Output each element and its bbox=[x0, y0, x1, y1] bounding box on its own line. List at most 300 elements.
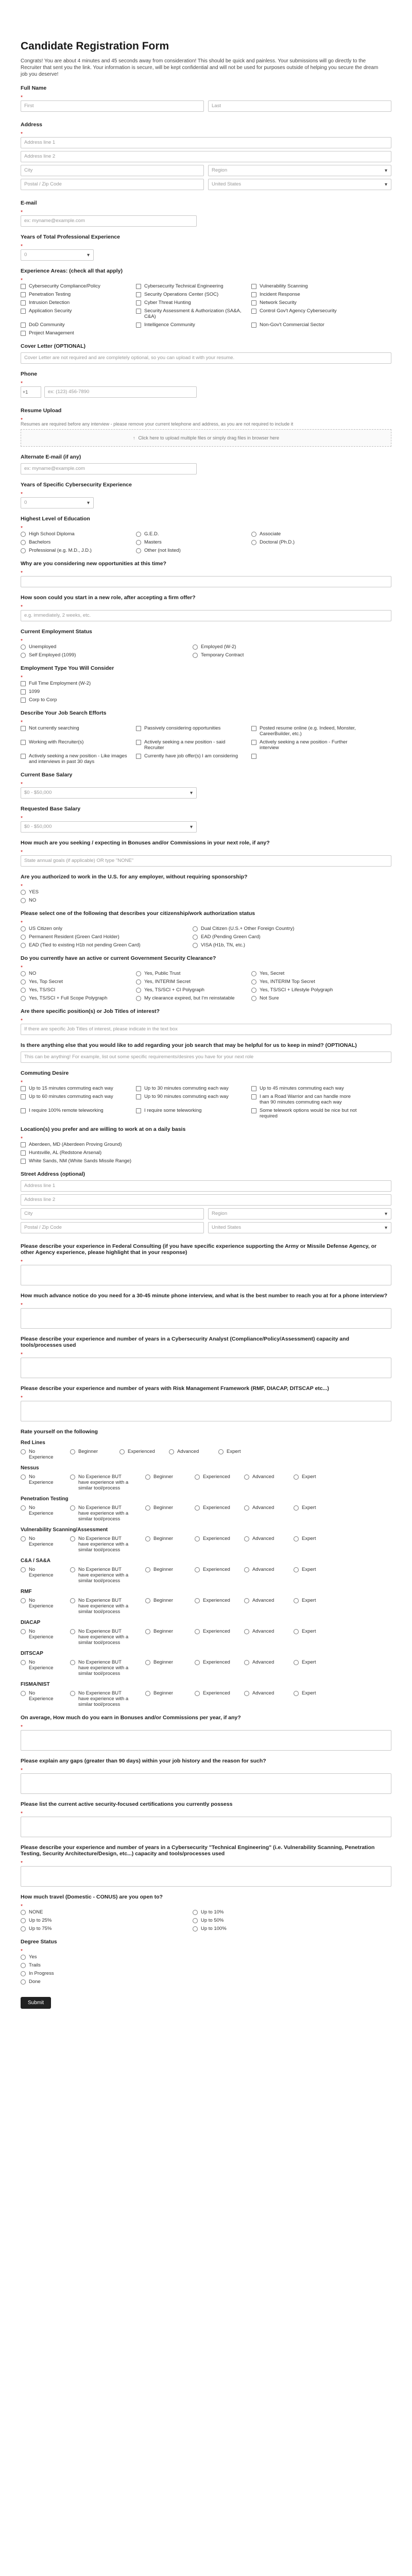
radio-button[interactable] bbox=[195, 1505, 200, 1511]
rating-option[interactable] bbox=[244, 1629, 280, 1646]
radio-button[interactable] bbox=[119, 1449, 125, 1454]
exp-area-option[interactable] bbox=[251, 283, 359, 289]
education-option[interactable] bbox=[21, 539, 129, 545]
search-effort-option[interactable] bbox=[251, 739, 359, 751]
exp-area-option[interactable] bbox=[21, 322, 129, 328]
rating-option[interactable] bbox=[294, 1567, 330, 1584]
exp-area-option[interactable] bbox=[21, 300, 129, 306]
other-notes-input[interactable]: This can be anything! For example, list out some specific requirements/desires you have for your next role bbox=[21, 1052, 391, 1063]
rating-option[interactable] bbox=[21, 1536, 57, 1553]
tech-exp-textarea[interactable] bbox=[21, 1866, 391, 1887]
zip-input[interactable]: Postal / Zip Code bbox=[21, 1222, 204, 1233]
radio-button[interactable] bbox=[21, 1629, 26, 1634]
checkbox[interactable] bbox=[21, 292, 26, 297]
exp-area-option[interactable] bbox=[251, 322, 359, 328]
rating-option[interactable] bbox=[145, 1598, 181, 1615]
commute-option[interactable] bbox=[136, 1108, 244, 1119]
radio-button[interactable] bbox=[70, 1449, 75, 1454]
rating-option[interactable] bbox=[294, 1690, 330, 1707]
start-soon-input[interactable]: e.g. immediately, 2 weeks, etc. bbox=[21, 610, 391, 621]
country-select[interactable]: United States ▾ bbox=[208, 179, 391, 190]
exp-area-option[interactable] bbox=[136, 300, 244, 306]
rating-option[interactable] bbox=[195, 1629, 231, 1646]
checkbox[interactable] bbox=[21, 323, 26, 328]
radio-button[interactable] bbox=[136, 532, 141, 537]
rating-option[interactable] bbox=[145, 1659, 181, 1676]
travel-option[interactable] bbox=[21, 1918, 185, 1923]
checkbox[interactable] bbox=[21, 300, 26, 306]
clearance-option[interactable] bbox=[21, 995, 129, 1001]
exp-area-option[interactable] bbox=[136, 292, 244, 297]
education-option[interactable] bbox=[136, 548, 244, 553]
rating-option[interactable] bbox=[21, 1629, 57, 1646]
avg-bonus-textarea[interactable] bbox=[21, 1730, 391, 1751]
radio-button[interactable] bbox=[21, 1449, 26, 1454]
checkbox[interactable] bbox=[136, 323, 141, 328]
rating-option[interactable] bbox=[195, 1659, 231, 1676]
city-input[interactable]: City bbox=[21, 1208, 204, 1219]
checkbox[interactable] bbox=[21, 1159, 26, 1164]
rating-option[interactable] bbox=[21, 1659, 57, 1676]
checkbox[interactable] bbox=[21, 740, 26, 745]
travel-option[interactable] bbox=[21, 1926, 185, 1931]
location-option[interactable] bbox=[21, 1150, 227, 1156]
radio-button[interactable] bbox=[193, 926, 198, 931]
degree-option[interactable] bbox=[21, 1971, 227, 1976]
country-select[interactable]: United States ▾ bbox=[208, 1222, 391, 1233]
radio-button[interactable] bbox=[195, 1598, 200, 1603]
checkbox[interactable] bbox=[136, 754, 141, 759]
rating-option[interactable] bbox=[21, 1449, 57, 1460]
checkbox[interactable] bbox=[136, 309, 141, 314]
base-salary-select[interactable]: $0 - $50,000 ▾ bbox=[21, 787, 197, 799]
radio-button[interactable] bbox=[251, 532, 256, 537]
checkbox[interactable] bbox=[21, 331, 26, 336]
rating-option[interactable] bbox=[145, 1474, 181, 1491]
rating-option[interactable] bbox=[70, 1474, 132, 1491]
exp-area-option[interactable] bbox=[136, 308, 244, 319]
employment-type-option[interactable] bbox=[21, 697, 227, 703]
commute-option[interactable] bbox=[21, 1094, 129, 1105]
radio-button[interactable] bbox=[70, 1660, 75, 1665]
radio-button[interactable] bbox=[193, 943, 198, 948]
radio-button[interactable] bbox=[21, 890, 26, 895]
radio-button[interactable] bbox=[294, 1629, 299, 1634]
checkbox[interactable] bbox=[136, 1094, 141, 1099]
checkbox[interactable] bbox=[21, 309, 26, 314]
address-line1-input[interactable]: Address line 1 bbox=[21, 137, 391, 148]
checkbox[interactable] bbox=[251, 726, 256, 731]
radio-button[interactable] bbox=[218, 1449, 224, 1454]
radio-button[interactable] bbox=[136, 971, 141, 976]
checkbox[interactable] bbox=[21, 284, 26, 289]
rating-option[interactable] bbox=[21, 1598, 57, 1615]
radio-button[interactable] bbox=[294, 1505, 299, 1511]
rating-option[interactable] bbox=[169, 1449, 205, 1460]
search-effort-option[interactable] bbox=[21, 739, 129, 751]
radio-button[interactable] bbox=[294, 1691, 299, 1696]
employment-type-option[interactable] bbox=[21, 681, 227, 686]
email-input[interactable]: ex: myname@example.com bbox=[21, 215, 197, 227]
radio-button[interactable] bbox=[195, 1567, 200, 1572]
radio-button[interactable] bbox=[145, 1567, 150, 1572]
requested-salary-select[interactable]: $0 - $50,000 ▾ bbox=[21, 821, 197, 833]
rating-option[interactable] bbox=[145, 1690, 181, 1707]
citizenship-option[interactable] bbox=[21, 942, 185, 948]
radio-button[interactable] bbox=[251, 996, 256, 1001]
exp-area-option[interactable] bbox=[21, 283, 129, 289]
radio-button[interactable] bbox=[21, 1963, 26, 1968]
checkbox[interactable] bbox=[21, 1142, 26, 1147]
degree-option[interactable] bbox=[21, 1979, 227, 1985]
rating-option[interactable] bbox=[70, 1505, 132, 1522]
radio-button[interactable] bbox=[21, 1598, 26, 1603]
radio-button[interactable] bbox=[21, 898, 26, 903]
rating-option[interactable] bbox=[195, 1505, 231, 1522]
checkbox[interactable] bbox=[136, 726, 141, 731]
travel-option[interactable] bbox=[21, 1909, 185, 1915]
submit-button[interactable]: Submit bbox=[21, 1997, 51, 2009]
rating-option[interactable] bbox=[145, 1536, 181, 1553]
years-specific-select[interactable]: 0 ▾ bbox=[21, 497, 94, 509]
radio-button[interactable] bbox=[294, 1475, 299, 1480]
commute-option[interactable] bbox=[251, 1094, 359, 1105]
checkbox[interactable] bbox=[136, 284, 141, 289]
clearance-option[interactable] bbox=[251, 979, 359, 985]
radio-button[interactable] bbox=[21, 1910, 26, 1915]
radio-button[interactable] bbox=[145, 1536, 150, 1541]
checkbox[interactable] bbox=[251, 1094, 256, 1099]
clearance-option[interactable] bbox=[21, 979, 129, 985]
rating-option[interactable] bbox=[21, 1567, 57, 1584]
radio-button[interactable] bbox=[193, 1910, 198, 1915]
radio-button[interactable] bbox=[244, 1660, 249, 1665]
clearance-option[interactable] bbox=[136, 971, 244, 976]
rating-option[interactable] bbox=[195, 1474, 231, 1491]
radio-button[interactable] bbox=[21, 548, 26, 553]
region-select[interactable]: Region ▾ bbox=[208, 1208, 391, 1219]
rating-option[interactable] bbox=[244, 1690, 280, 1707]
radio-button[interactable] bbox=[70, 1691, 75, 1696]
radio-button[interactable] bbox=[195, 1691, 200, 1696]
radio-button[interactable] bbox=[136, 979, 141, 985]
clearance-option[interactable] bbox=[21, 971, 129, 976]
radio-button[interactable] bbox=[244, 1629, 249, 1634]
citizenship-option[interactable] bbox=[21, 926, 185, 931]
rating-option[interactable] bbox=[145, 1567, 181, 1584]
rating-option[interactable] bbox=[195, 1598, 231, 1615]
radio-button[interactable] bbox=[21, 1475, 26, 1480]
region-select[interactable]: Region ▾ bbox=[208, 165, 391, 176]
bonus-input[interactable]: State annual goals (if applicable) OR type "NONE" bbox=[21, 855, 391, 867]
radio-button[interactable] bbox=[145, 1660, 150, 1665]
rating-option[interactable] bbox=[21, 1474, 57, 1491]
checkbox[interactable] bbox=[251, 1108, 256, 1113]
radio-button[interactable] bbox=[145, 1505, 150, 1511]
new-opps-input[interactable] bbox=[21, 576, 391, 587]
rating-option[interactable] bbox=[70, 1659, 132, 1676]
rating-option[interactable] bbox=[294, 1536, 330, 1553]
rating-option[interactable] bbox=[294, 1505, 330, 1522]
radio-button[interactable] bbox=[21, 979, 26, 985]
checkbox[interactable] bbox=[136, 1108, 141, 1113]
checkbox[interactable] bbox=[251, 740, 256, 745]
rating-option[interactable] bbox=[244, 1567, 280, 1584]
years-exp-select[interactable]: 0 ▾ bbox=[21, 249, 94, 261]
location-option[interactable] bbox=[21, 1142, 227, 1147]
citizenship-option[interactable] bbox=[21, 934, 185, 940]
radio-button[interactable] bbox=[193, 935, 198, 940]
radio-button[interactable] bbox=[70, 1505, 75, 1511]
citizenship-option[interactable] bbox=[193, 926, 357, 931]
education-option[interactable] bbox=[251, 539, 359, 545]
phone-input[interactable]: ex: (123) 456-7890 bbox=[44, 386, 197, 398]
radio-button[interactable] bbox=[21, 540, 26, 545]
rating-option[interactable] bbox=[70, 1567, 132, 1584]
radio-button[interactable] bbox=[193, 1926, 198, 1931]
radio-button[interactable] bbox=[21, 1536, 26, 1541]
radio-button[interactable] bbox=[145, 1598, 150, 1603]
radio-button[interactable] bbox=[193, 1918, 198, 1923]
radio-button[interactable] bbox=[21, 926, 26, 931]
radio-button[interactable] bbox=[244, 1536, 249, 1541]
address-line2-input[interactable]: Address line 2 bbox=[21, 1194, 391, 1206]
rmf-years-textarea[interactable] bbox=[21, 1401, 391, 1421]
travel-option[interactable] bbox=[193, 1918, 357, 1923]
specific-job-input[interactable]: If there are specific Job Titles of interest, please indicate in the text box bbox=[21, 1024, 391, 1035]
search-effort-option[interactable] bbox=[136, 753, 244, 765]
checkbox[interactable] bbox=[21, 1108, 26, 1113]
radio-button[interactable] bbox=[251, 971, 256, 976]
radio-button[interactable] bbox=[21, 1660, 26, 1665]
radio-button[interactable] bbox=[21, 971, 26, 976]
commute-option[interactable] bbox=[21, 1108, 129, 1119]
radio-button[interactable] bbox=[169, 1449, 174, 1454]
checkbox[interactable] bbox=[21, 754, 26, 759]
radio-button[interactable] bbox=[136, 540, 141, 545]
rating-option[interactable] bbox=[195, 1536, 231, 1553]
radio-button[interactable] bbox=[195, 1475, 200, 1480]
clearance-option[interactable] bbox=[136, 995, 244, 1001]
rating-option[interactable] bbox=[244, 1536, 280, 1553]
radio-button[interactable] bbox=[136, 548, 141, 553]
rating-option[interactable] bbox=[70, 1629, 132, 1646]
authorized-option[interactable] bbox=[21, 889, 227, 895]
checkbox[interactable] bbox=[21, 681, 26, 686]
radio-button[interactable] bbox=[244, 1598, 249, 1603]
radio-button[interactable] bbox=[21, 935, 26, 940]
radio-button[interactable] bbox=[294, 1567, 299, 1572]
rating-option[interactable] bbox=[294, 1659, 330, 1676]
radio-button[interactable] bbox=[21, 943, 26, 948]
checkbox[interactable] bbox=[136, 300, 141, 306]
radio-button[interactable] bbox=[21, 1926, 26, 1931]
radio-button[interactable] bbox=[21, 1971, 26, 1976]
radio-button[interactable] bbox=[70, 1536, 75, 1541]
rating-option[interactable] bbox=[119, 1449, 156, 1460]
radio-button[interactable] bbox=[21, 653, 26, 658]
rating-option[interactable] bbox=[70, 1449, 106, 1460]
exp-area-option[interactable] bbox=[21, 308, 129, 319]
rating-option[interactable] bbox=[294, 1598, 330, 1615]
clearance-option[interactable] bbox=[136, 979, 244, 985]
radio-button[interactable] bbox=[21, 1955, 26, 1960]
checkbox[interactable] bbox=[251, 300, 256, 306]
country-code-select[interactable]: +1 bbox=[21, 386, 41, 398]
rating-option[interactable] bbox=[70, 1536, 132, 1553]
travel-option[interactable] bbox=[193, 1926, 357, 1931]
rating-option[interactable] bbox=[70, 1690, 132, 1707]
checkbox[interactable] bbox=[251, 1086, 256, 1091]
rating-option[interactable] bbox=[294, 1629, 330, 1646]
radio-button[interactable] bbox=[21, 645, 26, 650]
rating-option[interactable] bbox=[244, 1598, 280, 1615]
radio-button[interactable] bbox=[145, 1475, 150, 1480]
interview-notice-textarea[interactable] bbox=[21, 1308, 391, 1329]
compliance-years-textarea[interactable] bbox=[21, 1358, 391, 1378]
checkbox[interactable] bbox=[251, 754, 256, 759]
checkbox[interactable] bbox=[21, 1086, 26, 1091]
checkbox[interactable] bbox=[251, 323, 256, 328]
exp-area-option[interactable] bbox=[251, 292, 359, 297]
checkbox[interactable] bbox=[136, 292, 141, 297]
exp-area-option[interactable] bbox=[136, 322, 244, 328]
clearance-option[interactable] bbox=[136, 987, 244, 993]
authorized-option[interactable] bbox=[21, 897, 227, 903]
search-effort-option[interactable] bbox=[21, 753, 129, 765]
degree-option[interactable] bbox=[21, 1954, 227, 1960]
rating-option[interactable] bbox=[244, 1505, 280, 1522]
rating-option[interactable] bbox=[21, 1690, 57, 1707]
radio-button[interactable] bbox=[70, 1629, 75, 1634]
address-line1-input[interactable]: Address line 1 bbox=[21, 1180, 391, 1192]
employment-option[interactable] bbox=[21, 652, 185, 658]
employment-option[interactable] bbox=[193, 644, 357, 650]
radio-button[interactable] bbox=[193, 653, 198, 658]
commute-option[interactable] bbox=[21, 1086, 129, 1091]
city-input[interactable]: City bbox=[21, 165, 204, 176]
radio-button[interactable] bbox=[21, 996, 26, 1001]
education-option[interactable] bbox=[251, 531, 359, 537]
radio-button[interactable] bbox=[294, 1598, 299, 1603]
radio-button[interactable] bbox=[21, 988, 26, 993]
radio-button[interactable] bbox=[145, 1691, 150, 1696]
radio-button[interactable] bbox=[195, 1536, 200, 1541]
search-effort-option[interactable] bbox=[251, 753, 359, 765]
clearance-option[interactable] bbox=[251, 987, 359, 993]
checkbox[interactable] bbox=[136, 740, 141, 745]
citizenship-option[interactable] bbox=[193, 934, 357, 940]
checkbox[interactable] bbox=[136, 1086, 141, 1091]
certs-textarea[interactable] bbox=[21, 1817, 391, 1837]
exp-area-option[interactable] bbox=[251, 300, 359, 306]
radio-button[interactable] bbox=[294, 1660, 299, 1665]
rating-option[interactable] bbox=[145, 1505, 181, 1522]
clearance-option[interactable] bbox=[21, 987, 129, 993]
radio-button[interactable] bbox=[21, 532, 26, 537]
clearance-option[interactable] bbox=[251, 995, 359, 1001]
radio-button[interactable] bbox=[145, 1629, 150, 1634]
fed-exp-textarea[interactable] bbox=[21, 1265, 391, 1285]
commute-option[interactable] bbox=[251, 1108, 359, 1119]
degree-option[interactable] bbox=[21, 1962, 227, 1968]
radio-button[interactable] bbox=[21, 1918, 26, 1923]
last-name-input[interactable]: Last bbox=[208, 100, 391, 112]
radio-button[interactable] bbox=[70, 1567, 75, 1572]
exp-area-option[interactable] bbox=[251, 308, 359, 319]
rating-option[interactable] bbox=[21, 1505, 57, 1522]
rating-option[interactable] bbox=[294, 1474, 330, 1491]
checkbox[interactable] bbox=[21, 1094, 26, 1099]
rating-option[interactable] bbox=[244, 1659, 280, 1676]
search-effort-option[interactable] bbox=[21, 725, 129, 737]
rating-option[interactable] bbox=[70, 1598, 132, 1615]
checkbox[interactable] bbox=[21, 1150, 26, 1156]
clearance-option[interactable] bbox=[251, 971, 359, 976]
exp-area-option[interactable] bbox=[21, 292, 129, 297]
search-effort-option[interactable] bbox=[251, 725, 359, 737]
alt-email-input[interactable]: ex: myname@example.com bbox=[21, 463, 197, 474]
education-option[interactable] bbox=[136, 539, 244, 545]
radio-button[interactable] bbox=[21, 1505, 26, 1511]
radio-button[interactable] bbox=[251, 988, 256, 993]
radio-button[interactable] bbox=[244, 1475, 249, 1480]
radio-button[interactable] bbox=[70, 1598, 75, 1603]
education-option[interactable] bbox=[136, 531, 244, 537]
address-line2-input[interactable]: Address line 2 bbox=[21, 151, 391, 162]
employment-option[interactable] bbox=[193, 652, 357, 658]
radio-button[interactable] bbox=[136, 996, 141, 1001]
radio-button[interactable] bbox=[70, 1475, 75, 1480]
radio-button[interactable] bbox=[244, 1691, 249, 1696]
travel-option[interactable] bbox=[193, 1909, 357, 1915]
search-effort-option[interactable] bbox=[136, 739, 244, 751]
resume-upload-dropzone[interactable] bbox=[21, 429, 391, 447]
radio-button[interactable] bbox=[244, 1567, 249, 1572]
rating-option[interactable] bbox=[244, 1474, 280, 1491]
rating-option[interactable] bbox=[195, 1567, 231, 1584]
location-option[interactable] bbox=[21, 1158, 227, 1164]
radio-button[interactable] bbox=[136, 988, 141, 993]
rating-option[interactable] bbox=[195, 1690, 231, 1707]
radio-button[interactable] bbox=[251, 540, 256, 545]
radio-button[interactable] bbox=[195, 1629, 200, 1634]
checkbox[interactable] bbox=[251, 309, 256, 314]
exp-area-option[interactable] bbox=[136, 283, 244, 289]
employment-type-option[interactable] bbox=[21, 689, 227, 694]
commute-option[interactable] bbox=[251, 1086, 359, 1091]
checkbox[interactable] bbox=[21, 698, 26, 703]
commute-option[interactable] bbox=[136, 1094, 244, 1105]
radio-button[interactable] bbox=[21, 1691, 26, 1696]
job-gaps-textarea[interactable] bbox=[21, 1773, 391, 1794]
radio-button[interactable] bbox=[195, 1660, 200, 1665]
commute-option[interactable] bbox=[136, 1086, 244, 1091]
radio-button[interactable] bbox=[294, 1536, 299, 1541]
radio-button[interactable] bbox=[251, 979, 256, 985]
employment-option[interactable] bbox=[21, 644, 185, 650]
radio-button[interactable] bbox=[244, 1505, 249, 1511]
rating-option[interactable] bbox=[145, 1629, 181, 1646]
radio-button[interactable] bbox=[21, 1979, 26, 1985]
education-option[interactable] bbox=[21, 548, 129, 553]
zip-input[interactable]: Postal / Zip Code bbox=[21, 179, 204, 190]
checkbox[interactable] bbox=[21, 726, 26, 731]
rating-option[interactable] bbox=[218, 1449, 254, 1460]
radio-button[interactable] bbox=[21, 1567, 26, 1572]
education-option[interactable] bbox=[21, 531, 129, 537]
checkbox[interactable] bbox=[251, 292, 256, 297]
